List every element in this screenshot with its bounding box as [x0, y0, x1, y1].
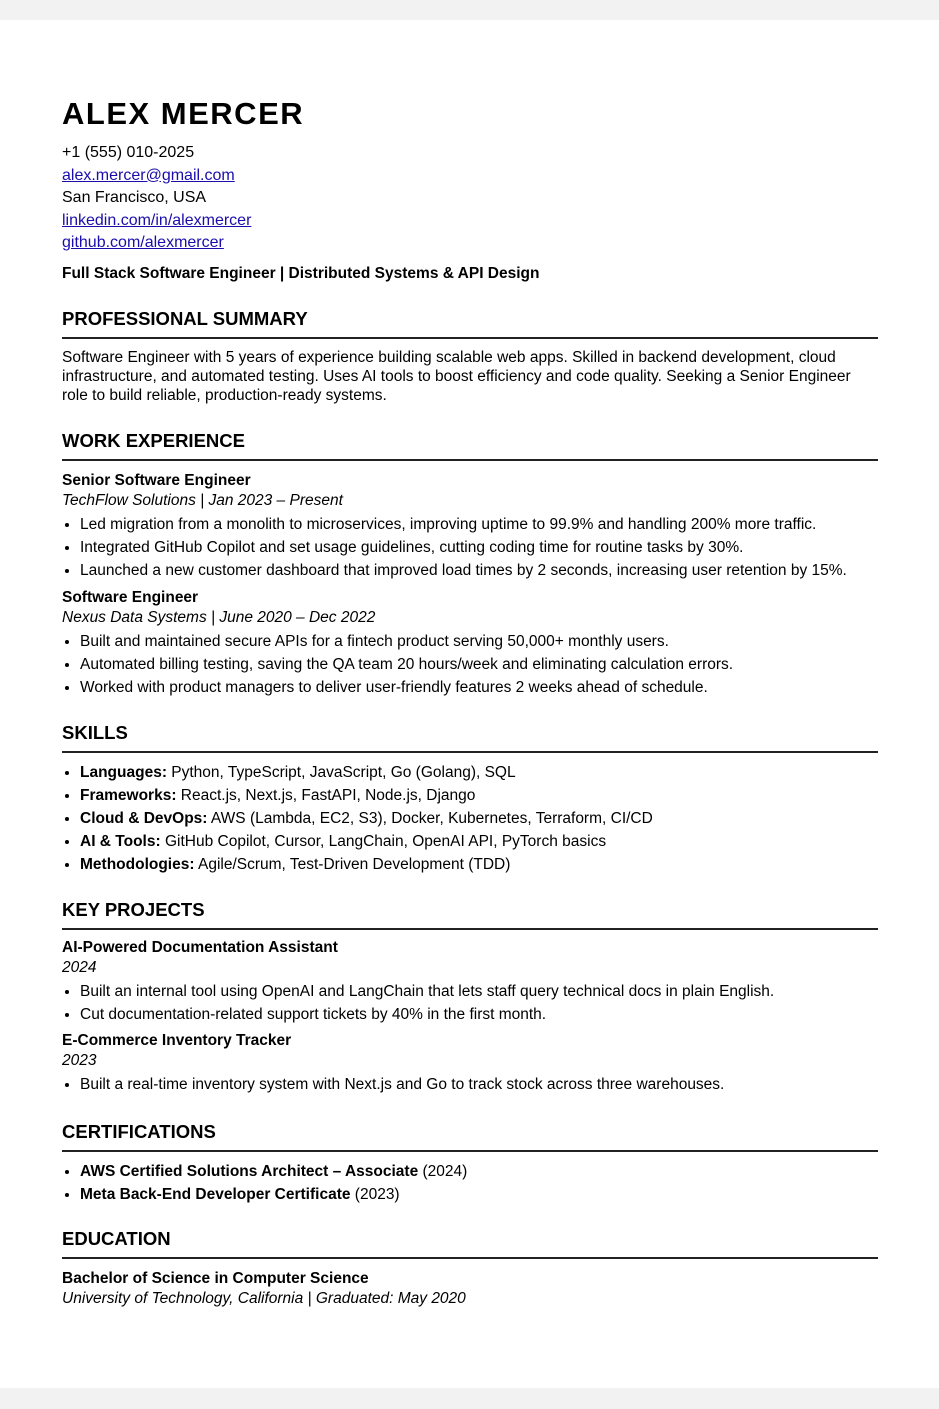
- job-bullets: [62, 630, 878, 699]
- linkedin-link[interactable]: linkedin.com/in/alexmercer: [62, 211, 252, 229]
- certifications-list: [62, 1160, 878, 1206]
- skill-values: Agile/Scrum, Test-Driven Development (TDD): [194, 856, 511, 873]
- job-role: Software Engineer: [62, 589, 199, 606]
- job-entry: [62, 471, 878, 582]
- github-link[interactable]: github.com/alexmercer: [62, 234, 224, 251]
- job-meta: TechFlow Solutions | Jan 2023 – Present: [62, 492, 343, 509]
- job-bullets: [62, 513, 878, 582]
- list-item: [80, 784, 878, 807]
- list-item: • Cut documentation-related support tickets by 40% in the first month.: [80, 1003, 878, 1026]
- projects-section: [62, 899, 878, 1096]
- experience-section: [62, 430, 878, 699]
- project-bullets: [62, 980, 878, 1026]
- contact-info: [62, 142, 251, 255]
- section-title: PROFESSIONAL SUMMARY: [62, 308, 878, 339]
- skill-values: React.js, Next.js, FastAPI, Node.js, Django: [176, 787, 476, 804]
- list-item: [80, 1160, 878, 1183]
- list-item: [80, 830, 878, 853]
- skill-category: Frameworks:: [80, 787, 177, 804]
- job-meta: Nexus Data Systems | June 2020 – Dec 2022: [62, 609, 376, 626]
- list-item: [80, 807, 878, 830]
- list-item: • Built and maintained secure APIs for a fintech product serving 50,000+ monthly users.: [80, 630, 878, 653]
- section-title: CERTIFICATIONS: [62, 1121, 878, 1152]
- skill-values: Python, TypeScript, JavaScript, Go (Golang), SQL: [166, 764, 516, 781]
- list-item: • Built an internal tool using OpenAI and LangChain that lets staff query technical docs in plain English.: [80, 980, 878, 1003]
- skill-category: Methodologies:: [80, 856, 195, 873]
- skills-section: [62, 722, 878, 876]
- summary-text: Software Engineer with 5 years of experience building scalable web apps. Skilled in backend development, cloud infrastructure, and automated testing. Uses AI tools to boost efficiency and code quality. Seeking a Senior Engineer role to build reliable, production-ready systems.: [62, 349, 851, 404]
- section-title: WORK EXPERIENCE: [62, 430, 878, 461]
- list-item: [80, 1183, 878, 1206]
- section-title: EDUCATION: [62, 1228, 878, 1259]
- email-link[interactable]: alex.mercer@gmail.com: [62, 166, 235, 184]
- list-item: • Built a real-time inventory system with Next.js and Go to track stock across three warehouses.: [80, 1073, 878, 1096]
- project-entry: [62, 1031, 878, 1096]
- certification-name: AWS Certified Solutions Architect – Associate: [80, 1163, 419, 1180]
- list-item: • Integrated GitHub Copilot and set usage guidelines, cutting coding time for routine tasks by 30%.: [80, 536, 878, 559]
- certification-name: Meta Back-End Developer Certificate: [80, 1186, 351, 1203]
- list-item: [80, 761, 878, 784]
- list-item: • Led migration from a monolith to microservices, improving uptime to 99.9% and handling 200% more traffic.: [80, 513, 878, 536]
- summary-section: [62, 308, 878, 405]
- list-item: [80, 853, 878, 876]
- project-year: 2024: [62, 959, 97, 976]
- education-section: [62, 1228, 878, 1309]
- skill-category: Languages:: [80, 764, 167, 781]
- project-name: E-Commerce Inventory Tracker: [62, 1032, 292, 1049]
- skill-values: AWS (Lambda, EC2, S3), Docker, Kubernetes, Terraform, CI/CD: [207, 810, 653, 827]
- job-entry: [62, 588, 878, 699]
- list-item: • Worked with product managers to deliver user-friendly features 2 weeks ahead of schedule.: [80, 676, 878, 699]
- skill-values: GitHub Copilot, Cursor, LangChain, OpenAI API, PyTorch basics: [160, 833, 607, 850]
- location: San Francisco, USA: [62, 189, 207, 206]
- degree-name: Bachelor of Science in Computer Science: [62, 1270, 369, 1287]
- list-item: • Automated billing testing, saving the QA team 20 hours/week and eliminating calculation errors.: [80, 653, 878, 676]
- skills-list: [62, 761, 878, 876]
- certifications-section: [62, 1121, 878, 1206]
- section-title: SKILLS: [62, 722, 878, 753]
- phone-number: +1 (555) 010-2025: [62, 144, 195, 161]
- skill-category: AI & Tools:: [80, 833, 161, 850]
- list-item: • Launched a new customer dashboard that improved load times by 2 seconds, increasing user retention by 15%.: [80, 559, 878, 582]
- education-meta: University of Technology, California | Graduated: May 2020: [62, 1290, 466, 1307]
- project-entry: [62, 938, 878, 1026]
- project-name: AI-Powered Documentation Assistant: [62, 939, 338, 956]
- certification-year: (2024): [418, 1163, 468, 1180]
- resume-page: [0, 20, 939, 1388]
- project-bullets: [62, 1073, 878, 1096]
- project-year: 2023: [62, 1052, 97, 1069]
- certification-year: (2023): [350, 1186, 400, 1203]
- section-title: KEY PROJECTS: [62, 899, 878, 930]
- job-role: Senior Software Engineer: [62, 472, 251, 489]
- professional-headline: Full Stack Software Engineer | Distributed Systems & API Design: [62, 265, 540, 282]
- skill-category: Cloud & DevOps:: [80, 810, 208, 827]
- candidate-name: ALEX MERCER: [62, 96, 305, 131]
